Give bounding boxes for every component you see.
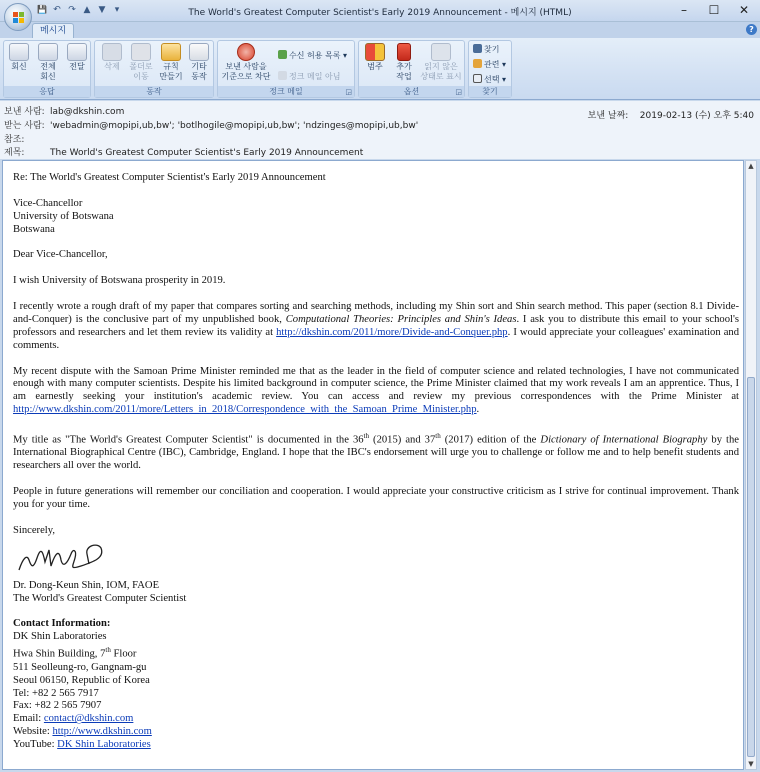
sent-date: 보낸 날짜: 2019-02-13 (수) 오후 5:40 xyxy=(587,111,754,121)
flag-icon xyxy=(397,43,411,61)
minimize-button[interactable]: – xyxy=(681,3,687,17)
reply-button[interactable]: 회신 xyxy=(7,43,31,72)
follow-up-button[interactable]: 추가 작업 xyxy=(390,43,418,82)
window-title: The World's Greatest Computer Scientist's Early 2019 Announcement - 메시지 (HTML) xyxy=(188,8,572,18)
safe-senders-button[interactable]: 수신 허용 목록 ▾ xyxy=(278,50,347,61)
related-button[interactable]: 관련 ▾ xyxy=(473,59,506,70)
email-content xyxy=(13,172,739,752)
group-junk xyxy=(217,40,355,98)
other-actions-icon xyxy=(189,43,209,61)
cc-label: 참조: xyxy=(4,135,25,145)
group-caption-find: 찾기 xyxy=(469,86,511,97)
salutation: Dear Vice-Chancellor, xyxy=(13,249,108,261)
group-actions xyxy=(94,40,214,98)
rule-icon xyxy=(161,43,181,61)
undo-icon[interactable]: ↶ xyxy=(53,5,61,15)
block-sender-icon xyxy=(237,43,255,61)
cursor-icon xyxy=(473,74,482,83)
title-bar xyxy=(0,0,760,22)
tab-message[interactable]: 메시지 xyxy=(32,23,74,38)
contact-building: Hwa Shin Building, 7th Floor xyxy=(13,646,137,660)
reply-subject-line: Re: The World's Greatest Computer Scientist's Early 2019 Announcement xyxy=(13,172,326,183)
find-button[interactable]: 찾기 xyxy=(473,44,499,55)
customize-qat-icon[interactable]: ▾ xyxy=(114,5,120,15)
other-actions-button[interactable]: 기타 동작 xyxy=(186,43,212,82)
related-icon xyxy=(473,59,482,68)
office-logo-icon xyxy=(13,12,25,24)
mark-unread-button[interactable]: 읽지 않은 상태로 표시 xyxy=(419,43,463,82)
contact-fax: Fax: +82 2 565 7907 xyxy=(13,700,102,712)
contact-street: 511 Seolleung-ro, Gangnam-gu xyxy=(13,661,147,673)
close-button[interactable]: ✕ xyxy=(738,3,750,17)
categorize-icon xyxy=(365,43,385,61)
mark-unread-icon xyxy=(431,43,451,61)
redo-icon[interactable]: ↷ xyxy=(68,5,76,15)
from-label: 보낸 사람: xyxy=(4,107,45,117)
message-body[interactable] xyxy=(2,160,744,770)
reply-icon xyxy=(9,43,29,61)
to-value[interactable]: 'webadmin@mopipi,ub,bw'; 'botlhogile@mopipi,ub,bw'; 'ndzinges@mopipi,ub,bw' xyxy=(50,121,419,131)
contact-tel: Tel: +82 2 565 7917 xyxy=(13,687,99,699)
binoculars-icon xyxy=(473,44,482,53)
to-label: 받는 사람: xyxy=(4,121,45,131)
select-button[interactable]: 선택 ▾ xyxy=(473,74,506,85)
scroll-down-icon[interactable]: ▼ xyxy=(748,760,754,768)
contact-email: Email: contact@dkshin.com xyxy=(13,713,134,725)
move-to-folder-button[interactable]: 폴더로 이동 xyxy=(127,43,155,82)
previous-item-icon[interactable]: ▲ xyxy=(83,5,91,15)
next-item-icon[interactable]: ▼ xyxy=(98,5,106,15)
categorize-button[interactable]: 범주 xyxy=(361,43,389,72)
divide-conquer-link[interactable]: http://dkshin.com/2011/more/Divide-and-Conquer.php xyxy=(276,326,508,338)
office-button[interactable] xyxy=(4,3,32,31)
scroll-thumb[interactable] xyxy=(747,377,755,757)
contact-heading: Contact Information: xyxy=(13,618,111,630)
message-header xyxy=(0,101,760,159)
email-link[interactable]: contact@dkshin.com xyxy=(43,713,134,725)
delete-icon xyxy=(102,43,122,61)
recipient-address: Vice-Chancellor University of Botswana Botswana xyxy=(13,197,114,235)
ribbon xyxy=(0,38,760,100)
help-icon[interactable]: ? xyxy=(746,24,757,35)
delete-button[interactable]: 삭제 xyxy=(99,43,125,72)
contact-city: Seoul 06150, Republic of Korea xyxy=(13,674,150,686)
subject-value: The World's Greatest Computer Scientist's Early 2019 Announcement xyxy=(50,148,364,158)
group-respond xyxy=(3,40,91,98)
scroll-up-icon[interactable]: ▲ xyxy=(748,162,754,170)
signature-name: Dr. Dong-Keun Shin, IOM, FAOE xyxy=(13,579,160,591)
paragraph-title: My title as "The World's Greatest Computer Scientist" is documented in the 36th (2015) and 37th (2017) edition of the Dictionary of International Biography by the International Biographical Centre (IBC), Cambridge, England. I hope that the IBC's endorsement will urge you to challenge or follow me and to help benefit students and researchers all over the world. xyxy=(13,432,739,472)
paragraph-dispute: My recent dispute with the Samoan Prime Minister reminded me that as the leader in the field of computer science and related technologies, I have not communicated enough with many computer scientists. Despite his limited background in computer science, the Prime Minister claimed that my work reveals I am an apprentice. Thus, I am earnestly seeking your institution's academic review. You can access and review my previous correspondences with the Prime Minister at http://www.dkshin.com/2011/more/Letters_in_2018/Correspondence_with_the_Samoan_Prime_Minister.php. xyxy=(13,365,739,416)
vertical-scrollbar[interactable] xyxy=(745,160,757,770)
greeting-wish: I wish University of Botswana prosperity in 2019. xyxy=(13,275,226,287)
create-rule-button[interactable]: 규칙 만들기 xyxy=(157,43,185,82)
save-icon[interactable]: 💾 xyxy=(37,5,47,14)
forward-button[interactable]: 전달 xyxy=(65,43,89,72)
dialog-launcher-icon[interactable]: ◲ xyxy=(455,88,462,96)
group-caption-junk: 정크 메일 xyxy=(218,86,354,97)
dialog-launcher-icon[interactable]: ◲ xyxy=(345,88,352,96)
group-caption-respond: 응답 xyxy=(4,86,90,97)
ribbon-tab-row xyxy=(0,22,760,38)
reply-all-icon xyxy=(38,43,58,61)
safe-list-icon xyxy=(278,50,287,59)
not-junk-button[interactable]: 정크 메일 아님 xyxy=(278,71,340,82)
group-find xyxy=(468,40,512,98)
maximize-button[interactable]: ☐ xyxy=(708,3,720,17)
reply-all-button[interactable]: 전체 회신 xyxy=(35,43,61,82)
samoan-correspondence-link[interactable]: http://www.dkshin.com/2011/more/Letters_in_2018/Correspondence_with_the_Samoan_Prime_Minister.php xyxy=(13,404,477,416)
group-caption-options: 옵션 xyxy=(359,86,464,97)
not-junk-icon xyxy=(278,71,287,80)
forward-icon xyxy=(67,43,87,61)
block-sender-button[interactable]: 보낸 사람을 기준으로 차단 xyxy=(220,43,272,82)
paragraph-paper: I recently wrote a rough draft of my paper that compares sorting and searching methods, including my Shin sort and Shin search method. This paper (section 8.1 Divide-and-Conquer) is the conclusive part of my unpublished book, Computational Theories: Principles and Shin's Ideas. I ask you to distribute this email to your school's professors and researchers and let them review its validity at http://dkshin.com/2011/more/Divide-and-Conquer.php. I would appreciate your colleagues' examination and comments. xyxy=(13,301,739,351)
group-options xyxy=(358,40,465,98)
paragraph-future: People in future generations will remember our conciliation and cooperation. I would appreciate your constructive criticism as I strive for continual improvement. Thank you for your time. xyxy=(13,486,739,511)
website-link[interactable]: http://www.dkshin.com xyxy=(52,726,152,738)
from-value[interactable]: lab@dkshin.com xyxy=(50,107,125,117)
signature-title: The World's Greatest Computer Scientist xyxy=(13,592,187,604)
youtube-link[interactable]: DK Shin Laboratories xyxy=(57,739,151,751)
signature-image xyxy=(15,540,107,576)
folder-icon xyxy=(131,43,151,61)
contact-website: Website: http://www.dkshin.com xyxy=(13,726,152,738)
subject-label: 제목: xyxy=(4,148,25,158)
group-caption-actions: 동작 xyxy=(95,86,213,97)
contact-lab: DK Shin Laboratories xyxy=(13,631,107,643)
contact-youtube: YouTube: DK Shin Laboratories xyxy=(13,739,151,751)
closing: Sincerely, xyxy=(13,524,55,536)
